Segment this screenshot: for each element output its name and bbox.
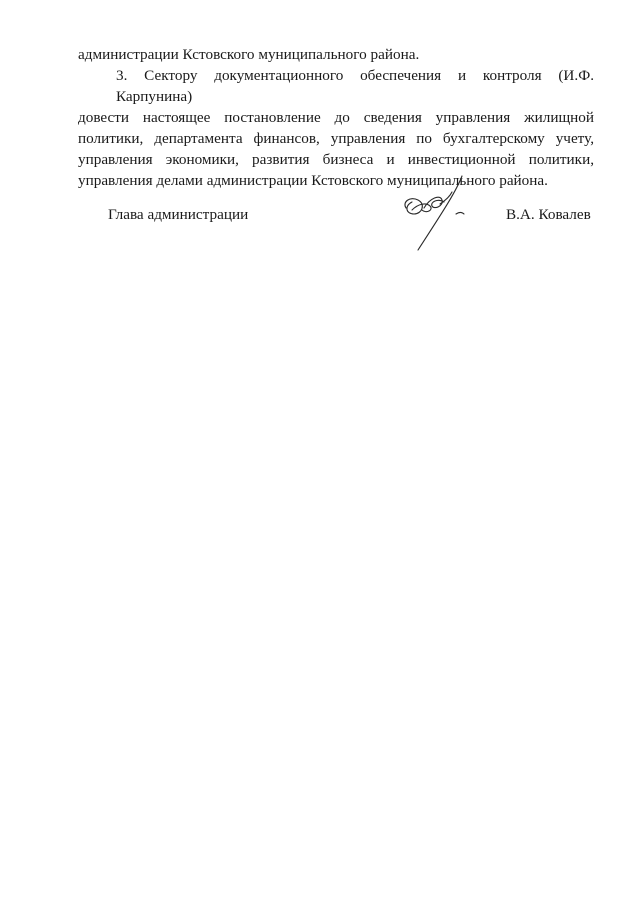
paragraph-3-line-5: управления делами администрации Кстовского муниципального района. bbox=[78, 172, 548, 189]
document-body bbox=[78, 44, 594, 191]
signatory-name: В.А. Ковалев bbox=[506, 206, 591, 223]
handwritten-signature bbox=[396, 174, 476, 254]
signature-block bbox=[0, 200, 640, 260]
paragraph-3-line-1: 3. Сектору документационного обеспечения и контроля (И.Ф. Карпунина) bbox=[116, 67, 594, 105]
paragraph-3-line-2: довести настоящее постановление до сведения управления жилищной bbox=[78, 109, 594, 126]
signatory-title: Глава администрации bbox=[108, 206, 249, 223]
paragraph-3-line-4: управления экономики, развития бизнеса и инвестиционной политики, bbox=[78, 151, 594, 168]
text-line-1: администрации Кстовского муниципального района. bbox=[78, 46, 420, 63]
paragraph-3-line-3: политики, департамента финансов, управления по бухгалтерскому учету, bbox=[78, 130, 594, 147]
